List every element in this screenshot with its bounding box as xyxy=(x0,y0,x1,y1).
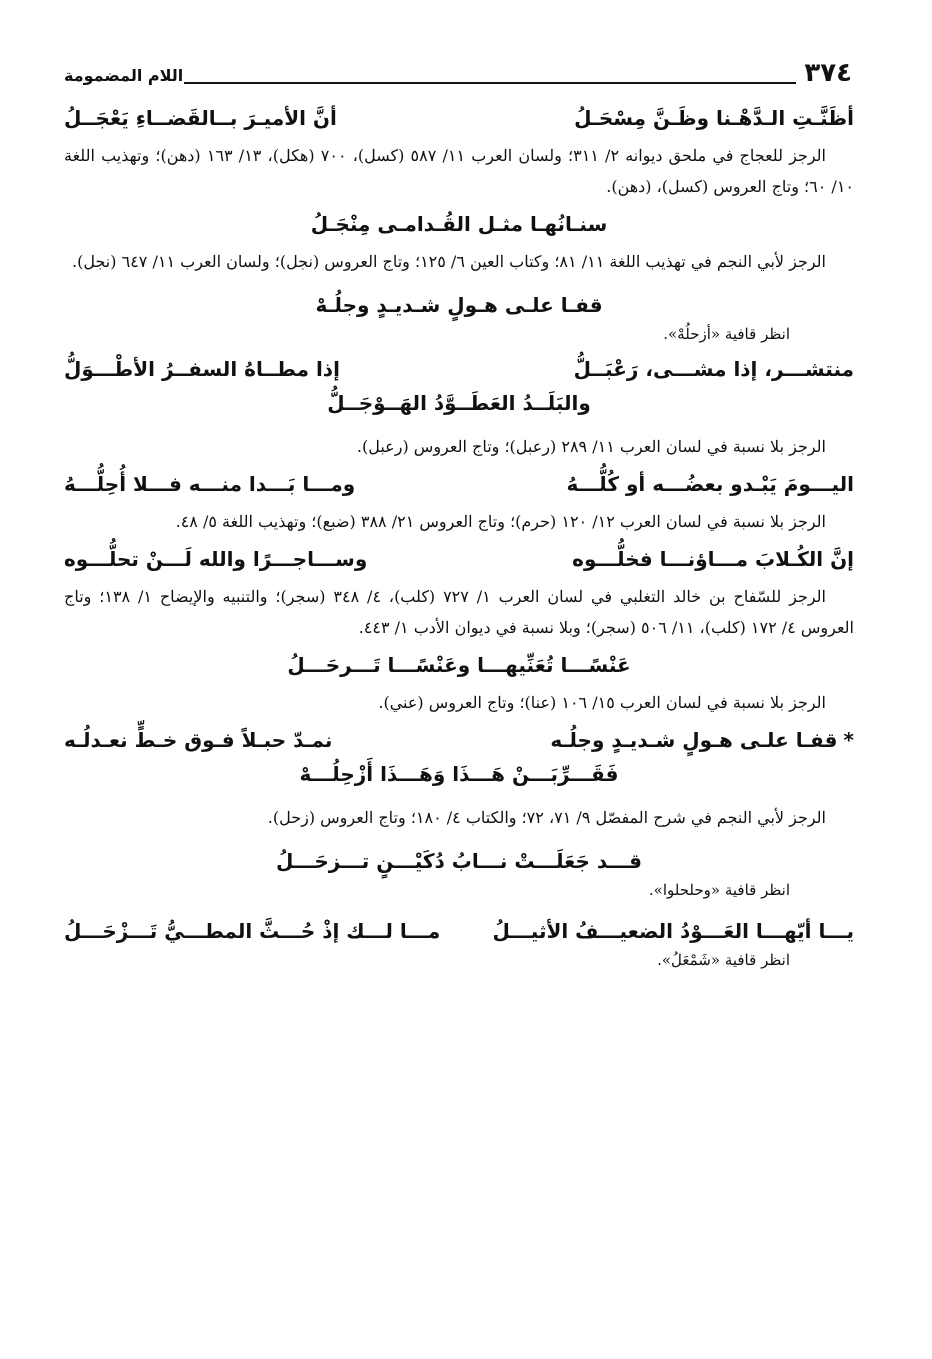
verse-note: الرجز لأبي النجم في شرح المفصّل ٩/ ٧١، ٧٢؛ والكتاب ٤/ ١٨٠؛ وتاج العروس (زحل). xyxy=(267,808,826,827)
header-rule xyxy=(184,82,796,84)
page-number: ٣٧٤ xyxy=(804,58,852,88)
verse-hemistich-first: أظَنَّـتِ الـدَّهْـنا وظَـنَّ مِسْحَـلُ xyxy=(574,106,854,130)
verse-note: الرجز بلا نسبة في لسان العرب ١١/ ٢٨٩ (رعبل)؛ وتاج العروس (رعبل). xyxy=(356,437,826,456)
verse-note: الرجز لأبي النجم في تهذيب اللغة ١١/ ٨١؛ وكتاب العين ٦/ ١٢٥؛ وتاج العروس (نجل)؛ ولسان العرب ١١/ ٦٤٧ (نجل). xyxy=(72,252,826,271)
verse xyxy=(64,208,854,240)
verse xyxy=(64,649,854,681)
verse-hemistich-second: إذا مطــاهُ السفــرُ الأطْـــوَلُّ xyxy=(64,357,340,381)
verse-hemistich-single: قفـا علـى هـولٍ شـديـدٍ وجلُـهْ xyxy=(315,293,603,317)
verse-hemistich-first-text: قفـا علـى هـولٍ شـديـدٍ وجلُـه xyxy=(550,728,838,752)
cross-reference: انظر قافية «شَمْعَلُ». xyxy=(657,951,790,969)
verse-hemistich-first: منتشـــر، إذا مشـــى، رَعْبَــلُّ xyxy=(573,357,854,381)
verse-hemistich-second: ومـــا بَـــدا منـــه فـــلا أُحِلُّـــهُ xyxy=(64,472,356,496)
star-marker: * xyxy=(843,728,854,752)
verse xyxy=(64,468,854,500)
verse-note: الرجز بلا نسبة في لسان العرب ١٢/ ١٢٠ (حرم)؛ وتاج العروس ٢١/ ٣٨٨ (ضبع)؛ وتهذيب اللغة ٥/ ٤٨. xyxy=(175,512,826,531)
verse-hemistich-single: فَقَـــرِّبَـــنْ هَـــذَا وَهَـــذَا أَزْحِلُـــهْ xyxy=(299,762,619,786)
verse-note: الرجز بلا نسبة في لسان العرب ١٥/ ١٠٦ (عنا)؛ وتاج العروس (عني). xyxy=(378,693,826,712)
verse-hemistich-first: اليـــومَ يَبْـدو بعضُـــه أو كُلُّـــهُ xyxy=(566,472,854,496)
cross-reference: انظر قافية «وحلحلوا». xyxy=(648,881,790,899)
running-title: اللام المضمومة xyxy=(64,66,184,85)
verse-continuation xyxy=(64,758,854,790)
verse xyxy=(64,724,854,756)
verse-hemistich-first: يـــا أيّهـــا العَـــوْدُ الضعيـــفُ الأثيـــلُ xyxy=(492,919,854,943)
verse-hemistich-single: قـــد جَعَلَـــتْ نـــابُ دُكَيْـــنٍ تـــزحَـــلُ xyxy=(276,849,642,873)
document-page xyxy=(64,58,854,973)
verse-hemistich-second: وســـاجـــرًا والله لَـــنْ تحلُّـــوه xyxy=(64,547,368,571)
verse-hemistich-second: نمـدّ حبـلاً فـوق خـطٍّ نعـدلُـه xyxy=(64,728,333,752)
verse xyxy=(64,543,854,575)
verse-continuation xyxy=(64,387,854,419)
verse xyxy=(64,915,854,947)
verse-hemistich-second: أنَّ الأميـرَ بــالقَضــاءِ يَعْجَــلُ xyxy=(64,106,337,130)
verse-hemistich-single: والبَلَــدُ العَطَــوَّدُ الهَــوْجَــلُّ xyxy=(327,391,591,415)
page-header xyxy=(64,58,854,96)
verse-hemistich-single: سنـانُهـا مثـل القُـدامـى مِنْجَـلُ xyxy=(310,212,608,236)
verse-hemistich-first xyxy=(550,724,854,756)
verse-hemistich-first: إنَّ الكُـلابَ مـــاؤنـــا فخلُّـــوه xyxy=(572,547,854,571)
verse xyxy=(64,845,854,877)
verse-note: الرجز للسّفاح بن خالد التغلبي في لسان العرب ١/ ٧٢٧ (كلب)، ٤/ ٣٤٨ (سجر)؛ والتنبيه والإيضاح ١/ ١٣٨؛ وتاج العروس ٤/ ١٧٢ (كلب)، ١١/ ٥٠٦ (سجر)؛ وبلا نسبة في ديوان الأدب ١/ ٤٤٣. xyxy=(64,587,854,637)
verse-note: الرجز للعجاج في ملحق ديوانه ٢/ ٣١١؛ ولسان العرب ١١/ ٥٨٧ (كسل)، ٧٠٠ (هكل)، ١٣/ ١٦٣ (دهن)؛ وتهذيب اللغة ١٠/ ٦٠؛ وتاج العروس (كسل)، (دهن). xyxy=(64,146,854,196)
verse xyxy=(64,353,854,385)
verse xyxy=(64,289,854,321)
verse xyxy=(64,102,854,134)
verse-hemistich-second: مـــا لـــك إذْ حُـــثَّ المطـــيُّ تَـــزْحَـــلُ xyxy=(64,919,441,943)
cross-reference: انظر قافية «أزحلُهْ». xyxy=(663,325,790,343)
verse-hemistich-single: عَنْسًـــا تُعَنِّيهـــا وعَنْسًـــا تَـــرحَـــلُ xyxy=(287,653,631,677)
